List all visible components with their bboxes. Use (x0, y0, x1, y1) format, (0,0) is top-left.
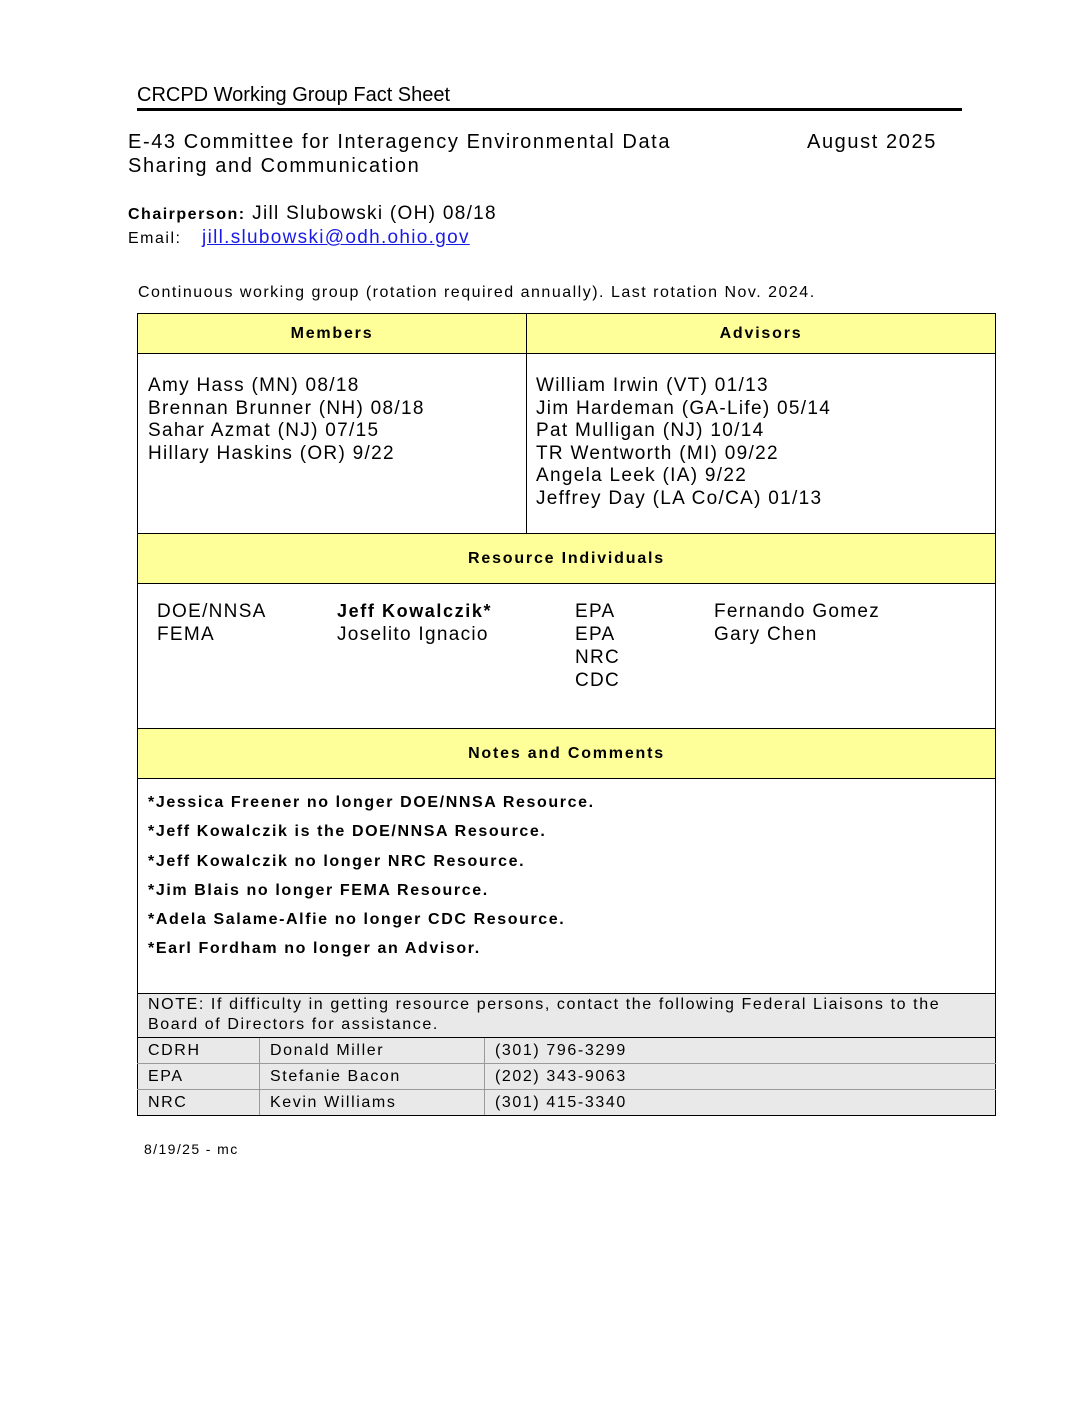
federal-liaisons-table (137, 994, 996, 1116)
liaison-agency: EPA (138, 1064, 260, 1090)
advisor-item: TR Wentworth (MI) 09/22 (536, 442, 779, 464)
members-cell (138, 354, 527, 534)
notes-header: Notes and Comments (138, 729, 996, 779)
resource-agency: EPA (575, 624, 616, 645)
resource-name: Gary Chen (714, 624, 818, 645)
committee-title (128, 130, 768, 178)
liaison-name: Stefanie Bacon (260, 1064, 485, 1090)
liaison-phone: (301) 796-3299 (485, 1038, 996, 1064)
resource-name: Jeff Kowalczik* (337, 601, 493, 621)
resource-agency: FEMA (157, 624, 215, 645)
liaison-row (138, 1090, 996, 1116)
note-item: *Jessica Freener no longer DOE/NNSA Resource. (148, 794, 595, 811)
advisor-item: Jeffrey Day (LA Co/CA) 01/13 (536, 487, 823, 509)
resource-agencies-left (157, 600, 267, 646)
member-item: Sahar Azmat (NJ) 07/15 (148, 420, 380, 442)
resource-individuals-header: Resource Individuals (138, 534, 996, 584)
advisor-item: William Irwin (VT) 01/13 (536, 375, 769, 396)
members-list (148, 375, 516, 465)
rotation-note: Continuous working group (rotation required annually). Last rotation Nov. 2024. (138, 284, 816, 301)
resource-individuals-cell (138, 584, 996, 729)
member-item: Brennan Brunner (NH) 08/18 (148, 397, 425, 419)
resource-name: Fernando Gomez (714, 601, 881, 622)
resource-names-right (714, 600, 880, 646)
advisors-cell (527, 354, 996, 534)
note-item: *Jeff Kowalczik no longer NRC Resource. (148, 852, 526, 870)
fact-sheet-date: August 2025 (807, 131, 937, 153)
members-header: Members (138, 314, 527, 354)
note-item: *Earl Fordham no longer an Advisor. (148, 940, 481, 958)
resource-agencies-right (575, 600, 620, 692)
advisor-item: Jim Hardeman (GA-Life) 05/14 (536, 397, 832, 419)
chairperson-line (128, 202, 497, 226)
working-group-table (137, 313, 996, 994)
liaison-row (138, 1064, 996, 1090)
note-item: *Jim Blais no longer FEMA Resource. (148, 881, 489, 899)
resource-agency: DOE/NNSA (157, 601, 267, 622)
resource-agency: NRC (575, 647, 621, 668)
committee-title-line1: E-43 Committee for Interagency Environmental Data (128, 131, 672, 153)
liaison-name: Kevin Williams (260, 1090, 485, 1116)
advisor-item: Angela Leek (IA) 9/22 (536, 465, 748, 487)
chairperson-email-link[interactable]: jill.slubowski@odh.ohio.gov (202, 227, 470, 248)
email-label: Email: (128, 230, 182, 247)
page-header (137, 84, 962, 111)
chairperson-label: Chairperson: (128, 206, 246, 223)
note-item: *Adela Salame-Alfie no longer CDC Resource. (148, 911, 566, 929)
liaison-agency: CDRH (138, 1038, 260, 1064)
footer-date: 8/19/25 - mc (144, 1141, 239, 1157)
email-line (128, 226, 470, 250)
advisors-list (536, 375, 985, 511)
resource-agency: EPA (575, 601, 616, 622)
liaison-row (138, 1038, 996, 1064)
committee-title-line2: Sharing and Communication (128, 155, 421, 177)
liaison-phone: (301) 415-3340 (485, 1090, 996, 1116)
chairperson-name: Jill Slubowski (OH) 08/18 (252, 203, 497, 224)
page-title: CRCPD Working Group Fact Sheet (137, 84, 451, 106)
resource-agency: CDC (575, 670, 621, 691)
note-item: *Jeff Kowalczik is the DOE/NNSA Resource. (148, 823, 547, 841)
advisors-header: Advisors (527, 314, 996, 354)
resource-names-left (337, 600, 492, 646)
advisor-item: Pat Mulligan (NJ) 10/14 (536, 420, 765, 442)
member-item: Hillary Haskins (OR) 9/22 (148, 442, 395, 464)
liaison-phone: (202) 343-9063 (485, 1064, 996, 1090)
notes-cell (138, 779, 996, 994)
liaison-name: Donald Miller (260, 1038, 485, 1064)
resource-name: Joselito Ignacio (337, 624, 489, 645)
liaison-agency: NRC (138, 1090, 260, 1116)
member-item: Amy Hass (MN) 08/18 (148, 375, 360, 396)
liaison-note: NOTE: If difficulty in getting resource persons, contact the following Federal Liaisons to the Board of Directors for assistance. (138, 994, 996, 1038)
